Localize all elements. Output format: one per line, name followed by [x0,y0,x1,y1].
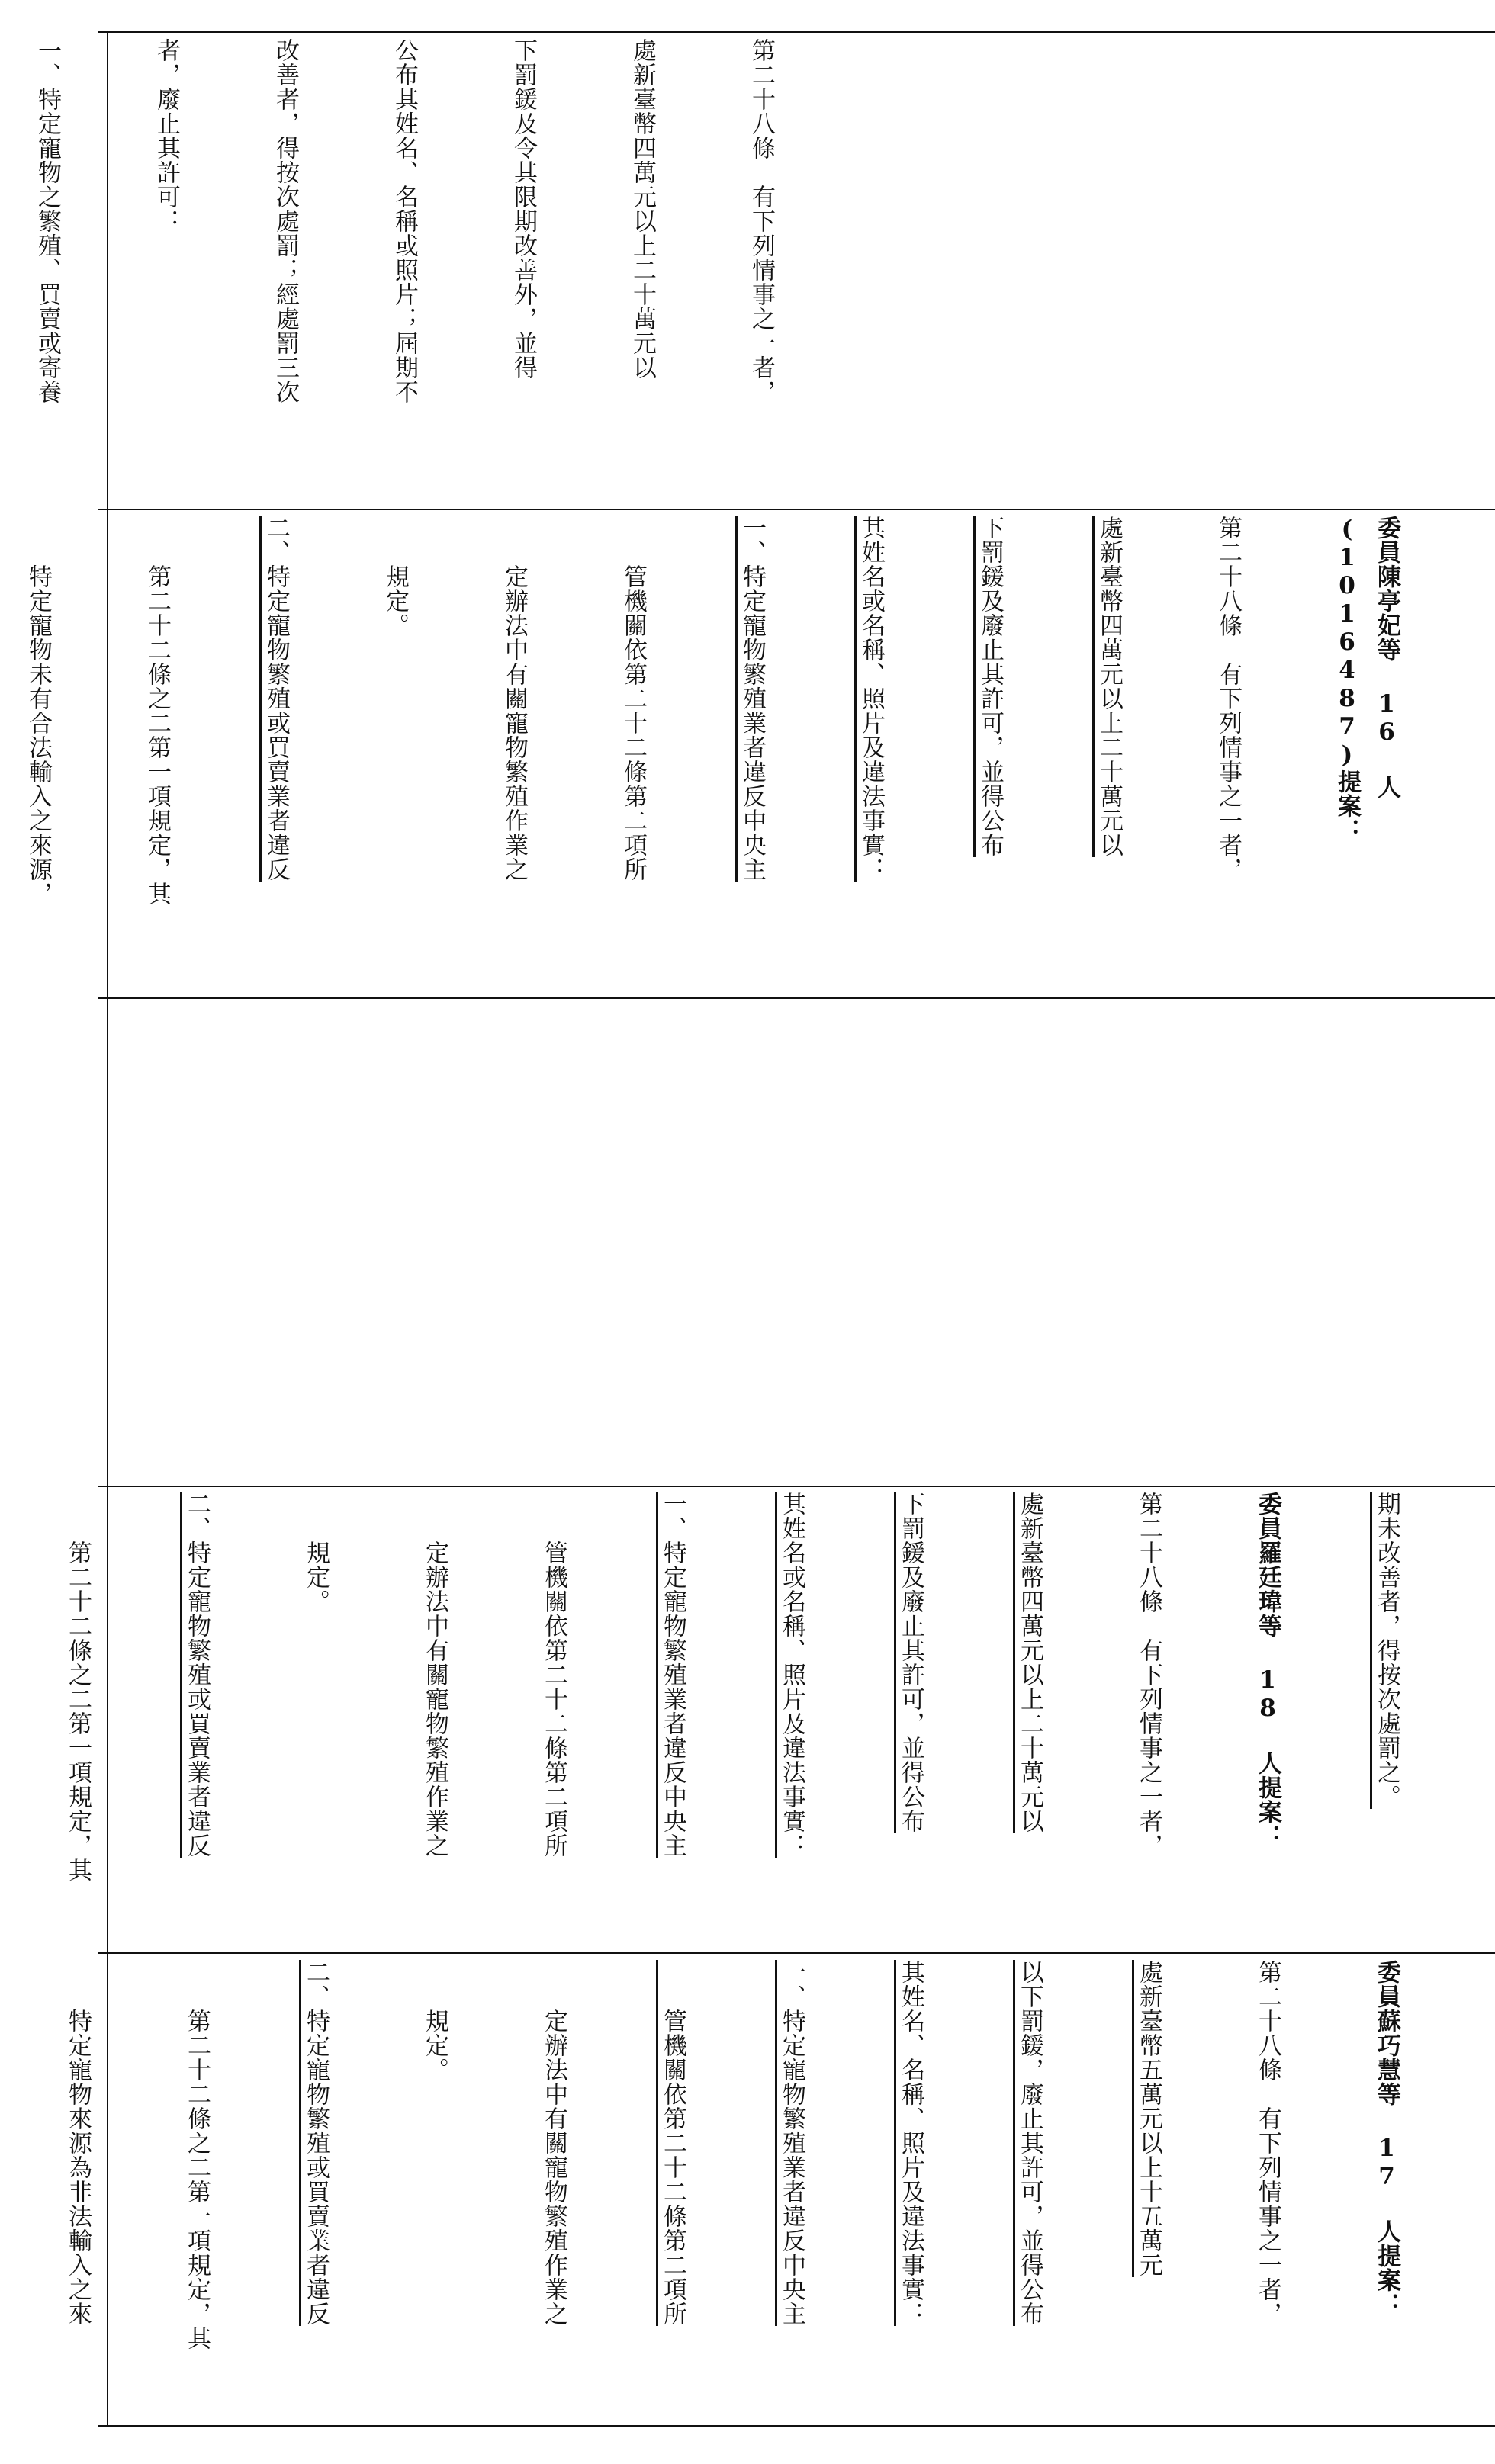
cell-proposal-luo [64,1492,1486,1948]
line: 下罰鍰及令其限期改善外，並得 [510,38,537,380]
row-divider-1 [98,509,1495,510]
line: 定辦法中有關寵物繁殖作業之 [540,1960,567,2326]
line: 二、特定寵物繁殖或買賣業者違反 [262,516,290,882]
cell-blank [113,1005,1486,1478]
line: 下罰鍰及廢止其許可，並得公布 [897,1492,924,1833]
line: 管機關依第二十二條第二項所 [619,516,647,882]
proposal-title: 委員羅廷瑋等 18 人提案： [1254,1492,1281,1849]
line: 規定。 [381,516,409,638]
cell-current-law [34,38,860,503]
line: 處新臺幣四萬元以上二十萬元以 [1016,1492,1043,1833]
line: 一、特定寵物之繁殖、買賣或寄養 [34,38,61,404]
proposal-title: 委員陳亭妃等 16 人(1016487)提案： [1333,516,1400,843]
line: 定辦法中有關寵物繁殖作業之 [500,516,528,882]
carryover-line: 期未改善者，得按次處罰之。 [1373,1492,1400,1809]
row-divider-2 [98,997,1495,999]
cell-proposal-chen [24,516,1486,992]
line: 特定寵物未有合法輸入之來源， [24,516,52,906]
line: 規定。 [421,1960,448,2082]
line: 改善者，得按次處罰；經處罰三次 [272,38,299,404]
line: 第二十八條 有下列情事之一者， [1214,516,1242,882]
line: 一、特定寵物繁殖業者違反中央主 [659,1492,686,1858]
line: 一、特定寵物繁殖業者違反中央主 [738,516,766,882]
line: 公布其姓名、名稱或照片；屆期不 [391,38,418,404]
line: 其姓名或名稱、照片及違法事實： [778,1492,805,1858]
proposal-title: 委員蘇巧慧等 17 人提案： [1373,1960,1400,2317]
line: 規定。 [302,1492,330,1614]
line: 第二十二條之二第一項規定，其 [64,1492,92,1882]
line: 二、特定寵物繁殖或買賣業者違反 [183,1492,211,1858]
line: 處新臺幣四萬元以上二十萬元以 [1095,516,1123,857]
line: 其姓名、名稱、照片及違法事實： [897,1960,924,2326]
line: 定辦法中有關寵物繁殖作業之 [421,1492,448,1858]
line: 第二十八條 有下列情事之一者， [1254,1960,1281,2326]
line: 一、特定寵物繁殖業者違反中央主 [778,1960,805,2326]
line: 者，廢止其許可： [153,38,180,233]
line: 特定寵物來源為非法輸入之來 [64,1960,92,2326]
line: 管機關依第二十二條第二項所 [659,1960,686,2326]
line: 管機關依第二十二條第二項所 [540,1492,567,1858]
line: 處新臺幣四萬元以上二十萬元以 [629,38,656,380]
line: 第二十二條之二第一項規定，其 [183,1960,211,2350]
line: 第二十八條 有下列情事之一者， [1135,1492,1162,1858]
line: 下罰鍰及廢止其許可，並得公布 [976,516,1004,857]
top-border [98,31,1495,33]
line: 其姓名或名稱、照片及違法事實： [857,516,885,882]
line: 第二十八條 有下列情事之一者， [748,38,775,404]
line: 二、特定寵物繁殖或買賣業者違反 [302,1960,330,2326]
line: 處新臺幣五萬元以上十五萬元 [1135,1960,1162,2277]
row-divider-4 [98,1952,1495,1954]
line: 第二十二條之二第一項規定，其 [143,516,171,906]
bottom-border [98,2425,1495,2427]
cell-proposal-su [64,1960,1486,2417]
row-divider-3 [98,1486,1495,1487]
line: 以下罰鍰，廢止其許可，並得公布 [1016,1960,1043,2326]
